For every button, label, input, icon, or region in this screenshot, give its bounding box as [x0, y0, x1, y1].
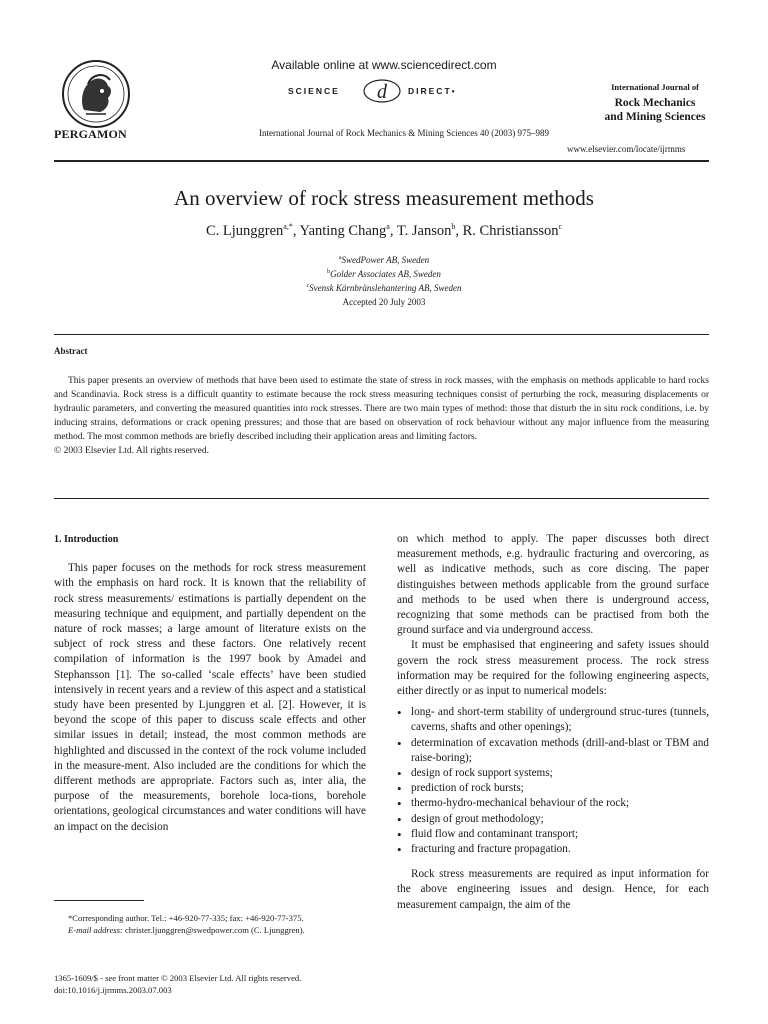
author-name: R. Christiansson: [462, 222, 559, 239]
email-label: E-mail address:: [68, 925, 123, 935]
doi-line[interactable]: doi:10.1016/j.ijrmms.2003.07.003: [54, 985, 172, 995]
header-rule: [54, 160, 709, 162]
list-item: • design of grout methodology;: [397, 812, 709, 827]
author-list: C. Ljunggren$^{a,*}$, Yanting Chang$^a$, T. Janson$^b$, R. Christiansson$^c$: [205, 222, 563, 239]
abstract-heading: Abstract: [54, 346, 88, 356]
right-column: [397, 532, 709, 913]
list-item: • fluid flow and contaminant transport;: [397, 827, 709, 842]
abstract-top-rule: [54, 334, 709, 335]
intro-paragraph: This paper focuses on the methods for rock stress measurement with the emphasis on hard rock. It is known that the reliability of rock stress measurements/ estimations is partially dependent on the measuring technique and equipment, and partially dependent on the nature of rock masses; a large amount of literature exists on the subject of rock stress and these factors. One relatively recent compilation of information is the 1997 book by Amadei and Stephansson [1]. The so-called ‘scale effects’ have been studied intensively in recent years and a review of this aspect and a statistical study have been presented by Ljunggren et al. [2]. However, it is beyond the scope of this paper to discuss scale effects and other similar issues in detail; instead, the most common methods are highlighted and discussed in the context of the rock volume included in the measure-ment. Also included are the conditions for which the different methods are appropriate. Factors such as, inter alia, the purpose of the measurements, borehole loca-tions, borehole orientations, geological circumstances and water conditions will have an impact on the decision: [54, 562, 366, 833]
publisher-name: PERGAMON: [54, 127, 127, 141]
author-sup: b: [451, 222, 456, 231]
affiliation-text: SwedPower AB, Sweden: [341, 255, 430, 265]
left-column: [54, 532, 366, 835]
engineering-aspects-list: [397, 705, 709, 857]
article-title: An overview of rock stress measurement methods: [174, 186, 594, 210]
right-paragraph-1: on which method to apply. The paper discusses both direct measurement methods, e.g. hydraulic fracturing and overcoring, as well as indicative methods, such as core discing. The paper distinguishes between methods applicable from the ground surface and methods to be used when there is underground access, recognizing that some methods can be practised from both the ground surface and via underground access.: [397, 533, 709, 637]
svg-text:d: d: [377, 81, 387, 103]
footnote-rule: [54, 900, 144, 901]
affiliation-text: Svensk Kärnbränslehantering AB, Sweden: [309, 283, 462, 293]
author-name: C. Ljunggren: [205, 222, 284, 239]
journal-box-line2: and Mining Sciences: [604, 111, 706, 123]
list-item: • determination of excavation methods (drill-and-blast or TBM and raise-boring);: [397, 736, 709, 766]
list-item: • thermo-hydro-mechanical behaviour of the rock;: [397, 796, 709, 811]
author-sup: a: [386, 222, 390, 231]
author-sup: a,*: [283, 222, 293, 231]
sciencedirect-d-icon: [360, 78, 404, 104]
sciencedirect-right: DIRECT•: [408, 86, 457, 96]
abstract-copyright: © 2003 Elsevier Ltd. All rights reserved.: [54, 446, 209, 456]
affiliation-text: Golder Associates AB, Sweden: [330, 269, 441, 279]
affiliation-sup: a: [338, 255, 342, 261]
list-item: • design of rock support systems;: [397, 766, 709, 781]
sciencedirect-left: SCIENCE: [288, 86, 340, 96]
affiliations: [0, 252, 768, 294]
author-name: Yanting Chang: [299, 222, 387, 239]
abstract-text: This paper presents an overview of methods that have been used to estimate the state of stress in rock masses, with the emphasis on methods applicable to hard rocks and Scandinavia. Rock stress is a difficult quantity to estimate because the rock stress measuring techniques consist of perturbing the rock, measuring displacements or hydraulic parameters, and converting the measured quantities into rock stresses. There are two main types of method: those that disturb the in situ rock conditions, i.e. by inducing strains, deformations or crack opening pressures; and those that are based on observation of rock behaviour without any major influence from the measuring method. The most common methods are briefly described including their application areas and limiting factors.: [54, 376, 709, 442]
abstract-bottom-rule: [54, 498, 709, 499]
journal-name-box: [590, 82, 720, 124]
author-name: T. Janson: [396, 222, 452, 239]
journal-citation-line: International Journal of Rock Mechanics & Mining Sciences 40 (2003) 975–989: [259, 128, 549, 138]
list-item: • fracturing and fracture propagation.: [397, 842, 709, 857]
corresponding-author-note: *Corresponding author. Tel.: +46-920-77-335; fax: +46-920-77-375.: [68, 913, 304, 923]
journal-box-line1: Rock Mechanics: [614, 97, 696, 109]
affiliation-sup: b: [327, 269, 331, 275]
accepted-date: Accepted 20 July 2003: [342, 297, 426, 307]
journal-url[interactable]: www.elsevier.com/locate/ijrmms: [567, 144, 686, 154]
sciencedirect-logo: [288, 78, 478, 104]
list-item: • prediction of rock bursts;: [397, 781, 709, 796]
right-paragraph-2: It must be emphasised that engineering and safety issues should govern the rock stress measurement process. The rock stress information may be required for the following engineering aspects, either directly or as input to numerical models:: [397, 639, 709, 698]
available-online-line[interactable]: Available online at www.sciencedirect.com: [271, 58, 497, 72]
list-item: • long- and short-term stability of underground struc-tures (tunnels, caverns, shafts and other openings);: [397, 705, 709, 735]
footnote: [54, 912, 366, 936]
affiliation-sup: c: [306, 283, 310, 289]
email-address[interactable]: christer.ljunggren@swedpower.com (C. Ljunggren).: [124, 925, 305, 935]
right-paragraph-3: Rock stress measurements are required as input information for the above engineering issues and design. Hence, for each measurement campaign, the aim of the: [397, 868, 709, 911]
abstract-body: [54, 374, 709, 458]
front-matter: [54, 972, 301, 996]
author-sup: c: [558, 222, 563, 231]
issn-line: 1365-1609/$ - see front matter © 2003 Elsevier Ltd. All rights reserved.: [54, 973, 302, 983]
journal-box-small: International Journal of: [611, 82, 699, 92]
section-heading: 1. Introduction: [54, 534, 119, 545]
